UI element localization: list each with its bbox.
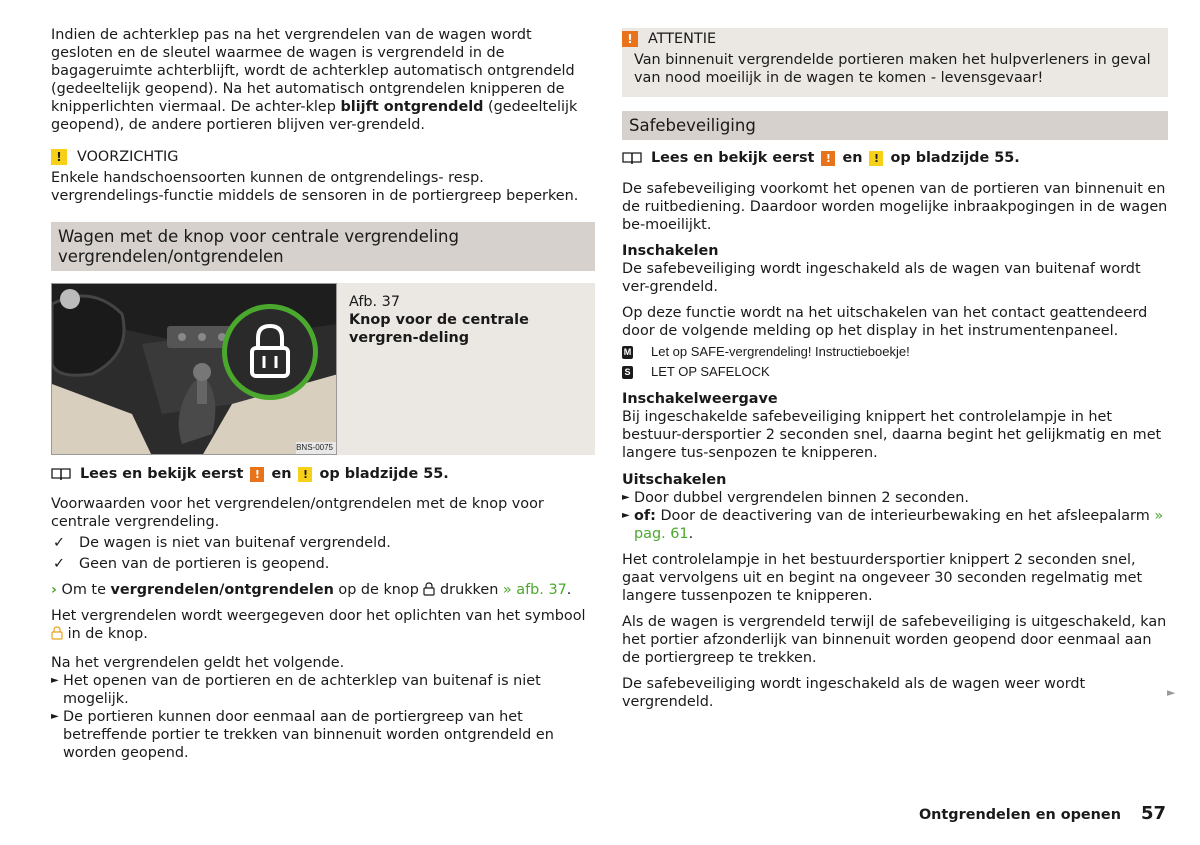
section-heading-central-lock — [51, 222, 595, 271]
bullet-arrow-icon: ► — [622, 492, 630, 503]
list-item — [51, 672, 595, 708]
attention-text: Van binnenuit vergrendelde portieren maken het hulpverleners in geval van nood moeilijk in de wagen te komen - levensgevaar! — [634, 52, 1151, 86]
off-item-bold: of: — [634, 508, 656, 524]
conditions-intro: Voorwaarden voor het vergrendelen/ontgrendelen met de knop voor centrale vergrendeling. — [51, 496, 544, 530]
right-column — [622, 28, 1168, 711]
list-item — [622, 489, 1168, 507]
display-text: Bij ingeschakelde safebeveiliging knippert het controlelampje in het bestuur-dersportier 2 seconden snel, daarna begint het gelijkmatig en met langere tus-senpozen te knipperen. — [622, 409, 1162, 461]
condition-text: Geen van de portieren is geopend. — [79, 556, 330, 572]
bullet-arrow-icon: ► — [622, 510, 630, 521]
figure-code: BNS-0075 — [296, 443, 333, 452]
section-title-line-2: vergrendelen/ontgrendelen — [58, 247, 284, 266]
intro-text-1: Indien de achterklep pas na het vergrendelen van de wagen wordt gesloten en de sleutel waarmee de wagen is vergrendeld in de bagageruimte achterblijft, wordt de achterklep automatisch ontgrendeld (gedeeltelijk geopend). Na het automatisch ontgrendelen knipperen de knipperlichten viermaal. De achter-klep — [51, 27, 575, 115]
continue-arrow-icon: ► — [1167, 686, 1176, 699]
page-number: 57 — [1140, 803, 1166, 824]
figure-label: Afb. 37 — [349, 294, 400, 310]
action-text-mid2: drukken — [435, 582, 503, 598]
off-item-2 — [634, 507, 1168, 543]
attention-box — [622, 28, 1168, 97]
off-list — [622, 489, 1168, 543]
inschakelen-heading: Inschakelen — [622, 243, 719, 259]
lamp-text: Het controlelampje in het bestuurdersportier knippert 2 seconden snel, gaat vervolgens uit en begint na ongeveer 30 seconden regelmatig met langere tussenpozen te knipperen. — [622, 552, 1143, 604]
crossref-text-mid: en — [271, 466, 292, 482]
figure-title: Knop voor de centrale vergren-deling — [349, 312, 529, 346]
display-heading: Inschakelweergave — [622, 391, 778, 407]
display-message-2 — [622, 362, 1168, 382]
conditions-list — [51, 534, 595, 573]
off-heading: Uitschakelen — [622, 472, 727, 488]
reactivate-text: De safebeveiliging wordt ingeschakeld als de wagen weer wordt vergrendeld. — [622, 676, 1086, 710]
off-item-text: Door dubbel vergrendelen binnen 2 seconden. — [634, 490, 969, 506]
caution-icon-inline: ! — [298, 467, 312, 482]
segment-display-icon: S — [622, 366, 633, 379]
crossref-text-mid: en — [842, 150, 863, 166]
figure-image-central-lock-button — [51, 283, 337, 455]
symbol-text-pre: Het vergrendelen wordt weergegeven door het oplichten van het symbool — [51, 608, 586, 624]
crossref-left — [51, 465, 595, 483]
after-lock-intro: Na het vergrendelen geldt het volgende. — [51, 655, 345, 671]
off-item-text: Door de deactivering van de interieurbewaking en het afsleepalarm — [655, 508, 1155, 524]
intro-bold: blijft ontgrendeld — [340, 99, 484, 115]
crossref-text-post: op bladzijde 55. — [319, 466, 449, 482]
left-column — [51, 26, 595, 762]
maxi-dot-icon: M — [623, 346, 632, 357]
attention-title: ATTENTIE — [648, 31, 717, 47]
action-text-pre: Om te — [61, 582, 111, 598]
check-icon: ✓ — [53, 535, 66, 551]
list-item — [51, 708, 595, 762]
action-end: . — [566, 582, 572, 598]
action-bold: vergrendelen/ontgrendelen — [110, 582, 334, 598]
crossref-text-pre: Lees en bekijk eerst — [80, 466, 244, 482]
crossref-text-post: op bladzijde 55. — [890, 150, 1020, 166]
section-heading-safelock — [622, 111, 1168, 140]
symbol-paragraph — [51, 607, 595, 643]
condition-text: De wagen is niet van buitenaf vergrendeld. — [79, 535, 391, 551]
after-lock-list — [51, 672, 595, 762]
action-instruction — [51, 581, 595, 599]
page-link[interactable]: » pag. 61 — [634, 508, 1164, 542]
crossref-right — [622, 149, 1168, 167]
page-footer — [919, 805, 1166, 824]
caution-icon-inline: ! — [869, 151, 883, 166]
list-item — [51, 555, 595, 573]
footer-chapter: Ontgrendelen en openen — [918, 807, 1121, 823]
crossref-text-pre: Lees en bekijk eerst — [651, 150, 815, 166]
unlocked-text: Als de wagen is vergrendeld terwijl de safebeveiliging is uitgeschakeld, kan het portier afzonderlijk van binnenuit worden geopend door eenmaal aan de portiergreep te trekken. — [622, 614, 1167, 666]
after-lock-text: De portieren kunnen door eenmaal aan de portiergreep van het betreffende portier te trekken van binnenuit worden ontgrendeld en worden geopend. — [63, 709, 554, 761]
attention-header — [622, 30, 1156, 48]
caution-icon: ! — [51, 149, 67, 165]
warning-icon: ! — [821, 151, 835, 166]
figure-37 — [51, 283, 595, 455]
action-arrow-icon: › — [51, 582, 57, 598]
caution-header — [51, 148, 595, 166]
list-item — [51, 534, 595, 552]
action-text-mid: op de knop — [333, 582, 419, 598]
intro-text-2: (gedeeltelijk geopend), de andere portieren blijven ver-grendeld. — [51, 99, 578, 133]
book-icon — [622, 151, 642, 165]
section-title: Safebeveiliging — [629, 116, 756, 135]
section-title-line-1: Wagen met de knop voor centrale vergrendeling — [58, 227, 459, 246]
display-message-1 — [622, 342, 1168, 362]
inschakelen-text: De safebeveiliging wordt ingeschakeld als de wagen van buitenaf wordt ver-grendeld. — [622, 261, 1141, 295]
figure-link[interactable]: » afb. 37 — [502, 582, 567, 598]
off-item-end: . — [688, 526, 694, 542]
intro-paragraph — [51, 26, 595, 134]
check-icon: ✓ — [53, 556, 66, 572]
warning-icon: ! — [622, 31, 638, 47]
after-lock-text: Het openen van de portieren en de achterklep van buitenaf is niet mogelijk. — [63, 673, 541, 707]
figure-caption — [337, 283, 587, 455]
display-message-text: Let op SAFE-vergrendeling! Instructieboekje! — [651, 344, 910, 359]
symbol-text-post: in de knop. — [63, 626, 148, 642]
car-interior-illustration — [52, 284, 337, 455]
caution-text: Enkele handschoensoorten kunnen de ontgrendelings- resp. vergrendelings-functie middels de sensoren in de portiergreep beperken. — [51, 170, 579, 204]
bullet-arrow-icon: ► — [51, 711, 59, 722]
display-message-text: LET OP SAFELOCK — [651, 364, 770, 379]
lock-button-icon — [423, 582, 435, 596]
safelock-intro: De safebeveiliging voorkomt het openen van de portieren van binnenuit en de ruitbediening. Daardoor worden mogelijke inbraakpogingen in de wagen be-moeilijkt. — [622, 181, 1168, 233]
alert-text: Op deze functie wordt na het uitschakelen van het contact geattendeerd door de volgende melding op het display in het instrumentenpaneel. — [622, 305, 1148, 339]
book-icon — [51, 467, 71, 481]
caution-title: VOORZICHTIG — [77, 149, 179, 165]
lock-symbol-icon — [51, 626, 63, 640]
list-item — [622, 507, 1168, 543]
bullet-arrow-icon: ► — [51, 675, 59, 686]
warning-icon: ! — [250, 467, 264, 482]
